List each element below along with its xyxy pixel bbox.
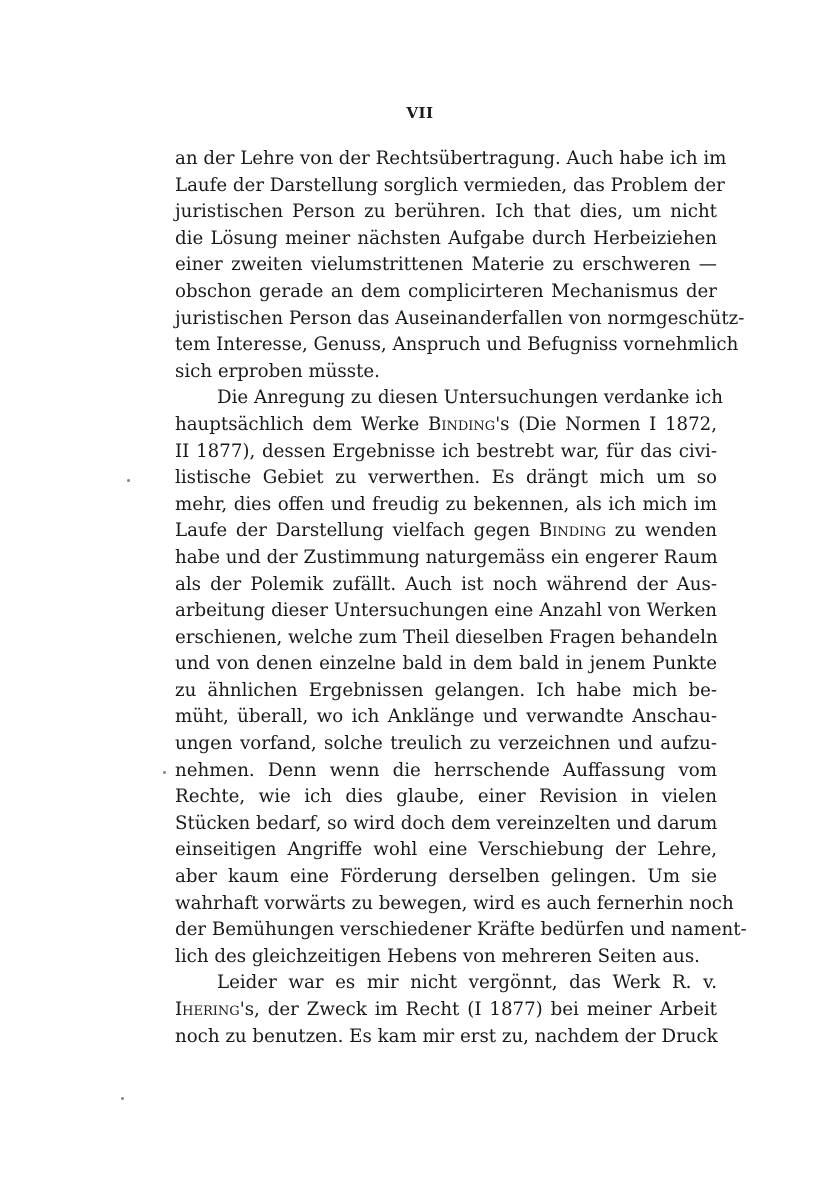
text-line: zu ähnlichen Ergebnissen gelangen. Ich habe mich be- bbox=[175, 679, 717, 701]
text-segment: Laufe der Darstellung vielfach gegen bbox=[175, 520, 531, 542]
scan-speck bbox=[121, 1097, 124, 1100]
text-line: arbeitung dieser Untersuchungen eine Anzahl von Werken bbox=[175, 600, 717, 622]
text-line: wahrhaft vorwärts zu bewegen, wird es auch fernerhin noch bbox=[175, 892, 734, 914]
text-line: Laufe der Darstellung sorglich vermieden, das Problem der bbox=[175, 174, 725, 196]
text-line: Stücken bedarf, so wird doch dem vereinzelten und darum bbox=[175, 812, 718, 834]
scan-speck bbox=[163, 771, 166, 774]
text-line-with-name bbox=[175, 412, 717, 439]
text-segment: 's, der Zweck im Recht (I 1877) bei meiner Arbeit bbox=[239, 999, 717, 1020]
scan-speck bbox=[127, 479, 130, 482]
text-line: die Lösung meiner nächsten Aufgabe durch Herbeiziehen bbox=[175, 227, 717, 249]
page-number: VII bbox=[406, 104, 434, 122]
text-line: juristischen Person zu berühren. Ich that dies, um nicht bbox=[175, 201, 717, 223]
text-line: aber kaum eine Förderung derselben gelingen. Um sie bbox=[175, 866, 717, 888]
text-line: obschon gerade an dem complicirteren Mechanismus der bbox=[175, 280, 717, 302]
text-line: Rechte, wie ich dies glaube, einer Revision in vielen bbox=[175, 786, 717, 808]
text-line: müht, überall, wo ich Anklänge und verwandte Anschau- bbox=[175, 706, 717, 728]
text-line: II 1877), dessen Ergebnisse ich bestrebt war, für das civi- bbox=[175, 440, 717, 462]
text-line: an der Lehre von der Rechtsübertragung. Auch habe ich im bbox=[175, 148, 727, 169]
author-name: Ihering bbox=[175, 999, 240, 1020]
text-line: nehmen. Denn wenn die herrschende Auffassung vom bbox=[175, 759, 717, 781]
text-line: Leider war es mir nicht vergönnt, das Werk R. v. bbox=[217, 972, 717, 994]
text-line: erschienen, welche zum Theil dieselben Fragen behandeln bbox=[175, 626, 718, 648]
text-line: einer zweiten vielumstrittenen Materie zu erschweren — bbox=[175, 254, 717, 276]
text-line: tem Interesse, Genuss, Anspruch und Befugniss vornehmlich bbox=[175, 334, 739, 356]
text-line: noch zu benutzen. Es kam mir erst zu, nachdem der Druck bbox=[175, 1025, 718, 1047]
text-line: und von denen einzelne bald in dem bald in jenem Punkte bbox=[175, 653, 717, 675]
author-name: Binding bbox=[427, 413, 496, 435]
text-segment: 's (Die Normen I 1872, bbox=[495, 413, 718, 435]
text-line: mehr, dies offen und freudig zu bekennen, als ich mich im bbox=[175, 493, 717, 515]
text-segment: zu wenden bbox=[614, 520, 717, 542]
text-line: einseitigen Angriffe wohl eine Verschiebung der Lehre, bbox=[175, 839, 717, 861]
text-line: sich erproben müsste. bbox=[175, 360, 380, 382]
text-line: lich des gleichzeitigen Hebens von mehreren Seiten aus. bbox=[175, 945, 700, 967]
text-segment: hauptsächlich dem Werke bbox=[175, 413, 420, 435]
author-name: Binding bbox=[538, 520, 607, 542]
text-line: habe und der Zustimmung naturgemäss ein engerer Raum bbox=[175, 546, 718, 568]
text-line: listische Gebiet zu verwerthen. Es drängt mich um so bbox=[175, 467, 717, 489]
text-line-with-name bbox=[175, 997, 717, 1024]
text-line: der Bemühungen verschiedener Kräfte bedürfen und nament- bbox=[175, 919, 747, 941]
text-line-with-name bbox=[175, 518, 717, 545]
text-line: ungen vorfand, solche treulich zu verzeichnen und aufzu- bbox=[175, 733, 717, 755]
text-line: juristischen Person das Auseinanderfallen von normgeschütz- bbox=[175, 307, 745, 329]
body-text bbox=[175, 146, 747, 1050]
text-line: als der Polemik zufällt. Auch ist noch während der Aus- bbox=[175, 573, 717, 595]
text-line: Die Anregung zu diesen Untersuchungen verdanke ich bbox=[217, 387, 723, 409]
